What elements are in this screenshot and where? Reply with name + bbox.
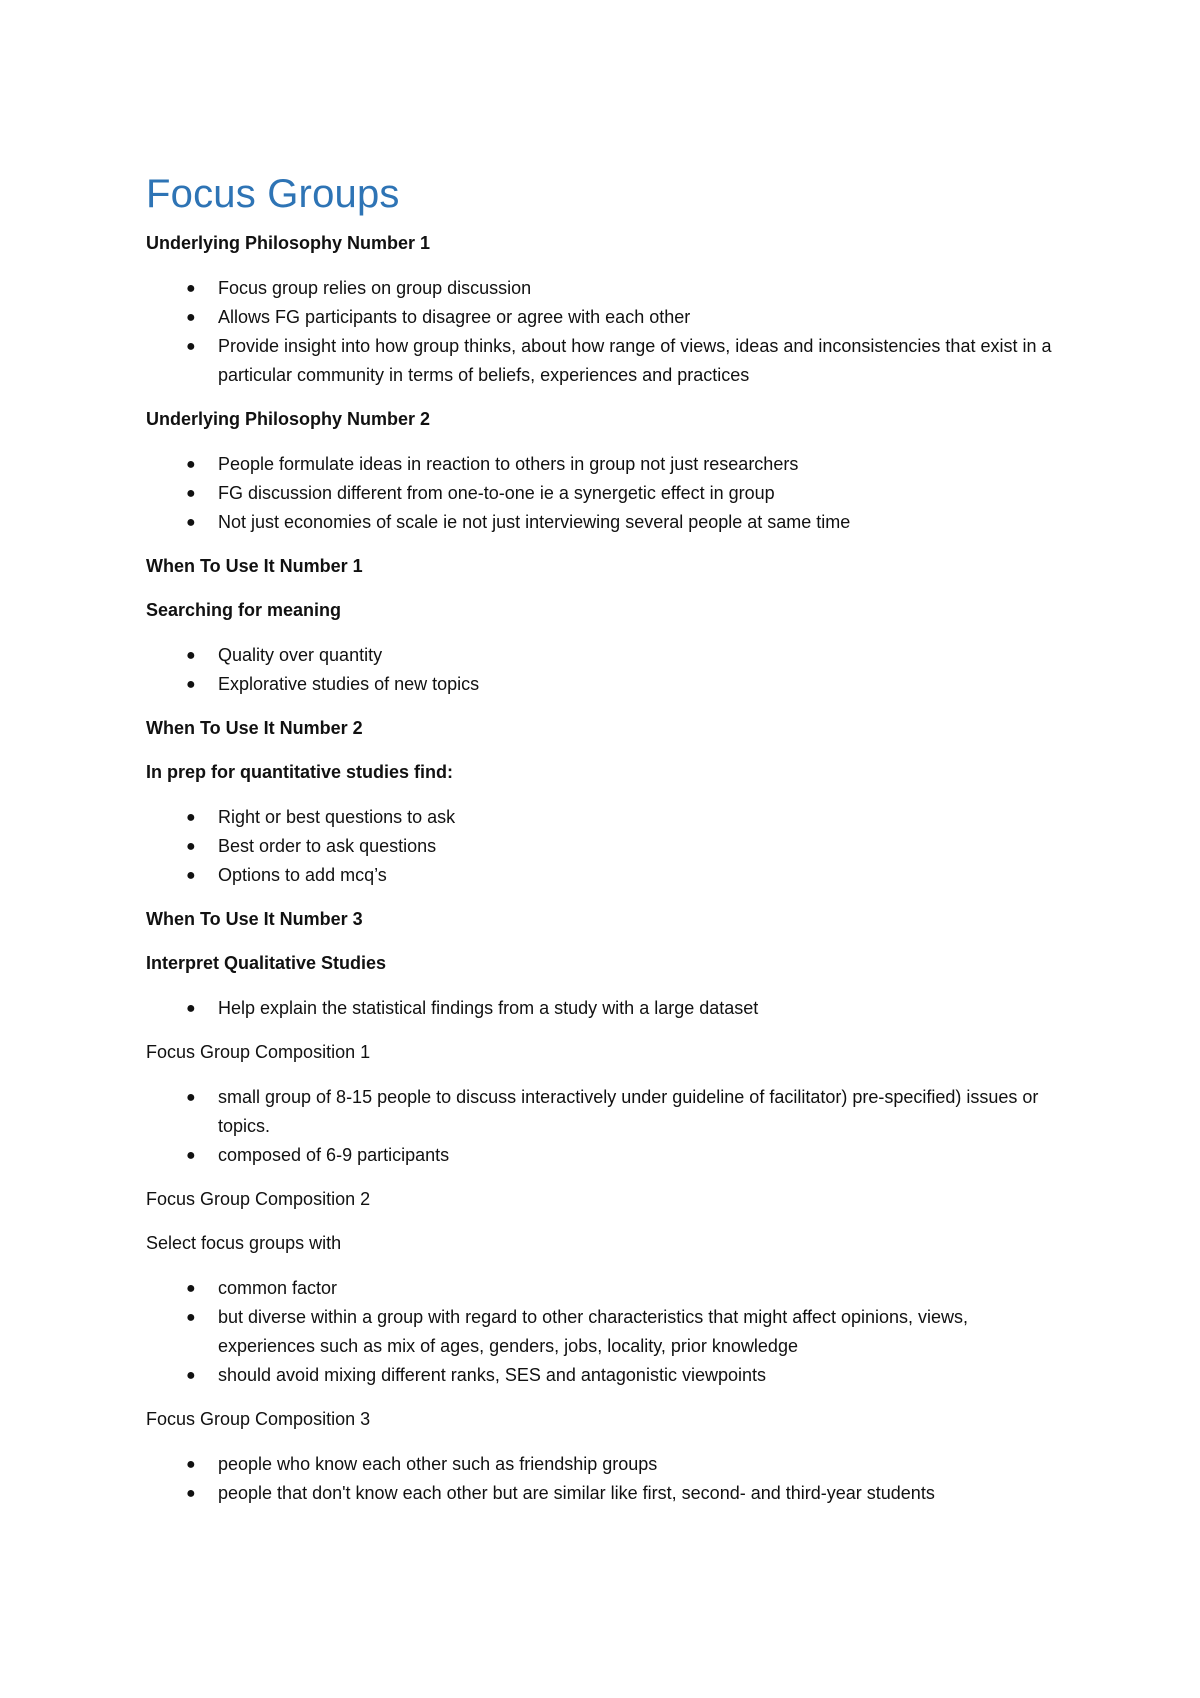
bullet-list <box>146 641 1066 699</box>
list-item: ● Focus group relies on group discussion <box>146 274 1066 303</box>
list-item: ● composed of 6-9 participants <box>146 1141 1066 1170</box>
bullet-list <box>146 803 1066 890</box>
list-item: ● but diverse within a group with regard to other characteristics that might affect opinions, views, experiences such as mix of ages, genders, jobs, locality, prior knowledge <box>146 1303 1066 1361</box>
bullet-list <box>146 450 1066 537</box>
list-item: ● people who know each other such as friendship groups <box>146 1450 1066 1479</box>
list-item: ● People formulate ideas in reaction to others in group not just researchers <box>146 450 1066 479</box>
bullet-icon: ● <box>186 1309 196 1326</box>
list-item: ● Explorative studies of new topics <box>146 670 1066 699</box>
bullet-list <box>146 274 1066 390</box>
bullet-icon: ● <box>186 867 196 884</box>
bullet-list <box>146 994 1066 1023</box>
list-item: ● should avoid mixing different ranks, SES and antagonistic viewpoints <box>146 1361 1066 1390</box>
bullet-list <box>146 1450 1066 1508</box>
document-title: Focus Groups <box>146 172 400 216</box>
document-page <box>146 170 1066 1524</box>
bullet-icon: ● <box>186 1089 196 1106</box>
section-subheading: In prep for quantitative studies find: <box>146 762 454 782</box>
bullet-icon: ● <box>186 838 196 855</box>
section-heading: When To Use It Number 2 <box>146 718 363 738</box>
bullet-icon: ● <box>186 1485 196 1502</box>
list-item: ● small group of 8-15 people to discuss interactively under guideline of facilitator) pre-specified) issues or topics. <box>146 1083 1066 1141</box>
bullet-icon: ● <box>186 280 196 297</box>
bullet-icon: ● <box>186 456 196 473</box>
list-item: ● Allows FG participants to disagree or agree with each other <box>146 303 1066 332</box>
bullet-icon: ● <box>186 1456 196 1473</box>
section-heading: Underlying Philosophy Number 1 <box>146 233 431 253</box>
list-item: ● Not just economies of scale ie not just interviewing several people at same time <box>146 508 1066 537</box>
bullet-icon: ● <box>186 1280 196 1297</box>
bullet-icon: ● <box>186 1000 196 1017</box>
bullet-icon: ● <box>186 309 196 326</box>
list-item: ● Options to add mcq’s <box>146 861 1066 890</box>
list-item: ● Best order to ask questions <box>146 832 1066 861</box>
bullet-icon: ● <box>186 809 196 826</box>
bullet-list <box>146 1083 1066 1170</box>
bullet-icon: ● <box>186 676 196 693</box>
section-subheading: Interpret Qualitative Studies <box>146 953 387 973</box>
section-heading: When To Use It Number 3 <box>146 909 363 929</box>
section-heading: Focus Group Composition 1 <box>146 1042 371 1062</box>
section-subheading: Searching for meaning <box>146 600 342 620</box>
list-item: ● FG discussion different from one-to-one ie a synergetic effect in group <box>146 479 1066 508</box>
bullet-icon: ● <box>186 1147 196 1164</box>
bullet-icon: ● <box>186 647 196 664</box>
bullet-icon: ● <box>186 485 196 502</box>
list-item: ● Right or best questions to ask <box>146 803 1066 832</box>
list-item: ● common factor <box>146 1274 1066 1303</box>
section-heading: Underlying Philosophy Number 2 <box>146 409 431 429</box>
section-intro: Select focus groups with <box>146 1233 342 1253</box>
bullet-icon: ● <box>186 1367 196 1384</box>
section-heading: When To Use It Number 1 <box>146 556 363 576</box>
bullet-icon: ● <box>186 514 196 531</box>
bullet-icon: ● <box>186 338 196 355</box>
list-item: ● people that don't know each other but are similar like first, second- and third-year students <box>146 1479 1066 1508</box>
list-item: ● Help explain the statistical findings from a study with a large dataset <box>146 994 1066 1023</box>
list-item: ● Provide insight into how group thinks, about how range of views, ideas and inconsistencies that exist in a particular community in terms of beliefs, experiences and practices <box>146 332 1066 390</box>
section-heading: Focus Group Composition 3 <box>146 1409 371 1429</box>
section-heading: Focus Group Composition 2 <box>146 1189 371 1209</box>
bullet-list <box>146 1274 1066 1390</box>
list-item: ● Quality over quantity <box>146 641 1066 670</box>
